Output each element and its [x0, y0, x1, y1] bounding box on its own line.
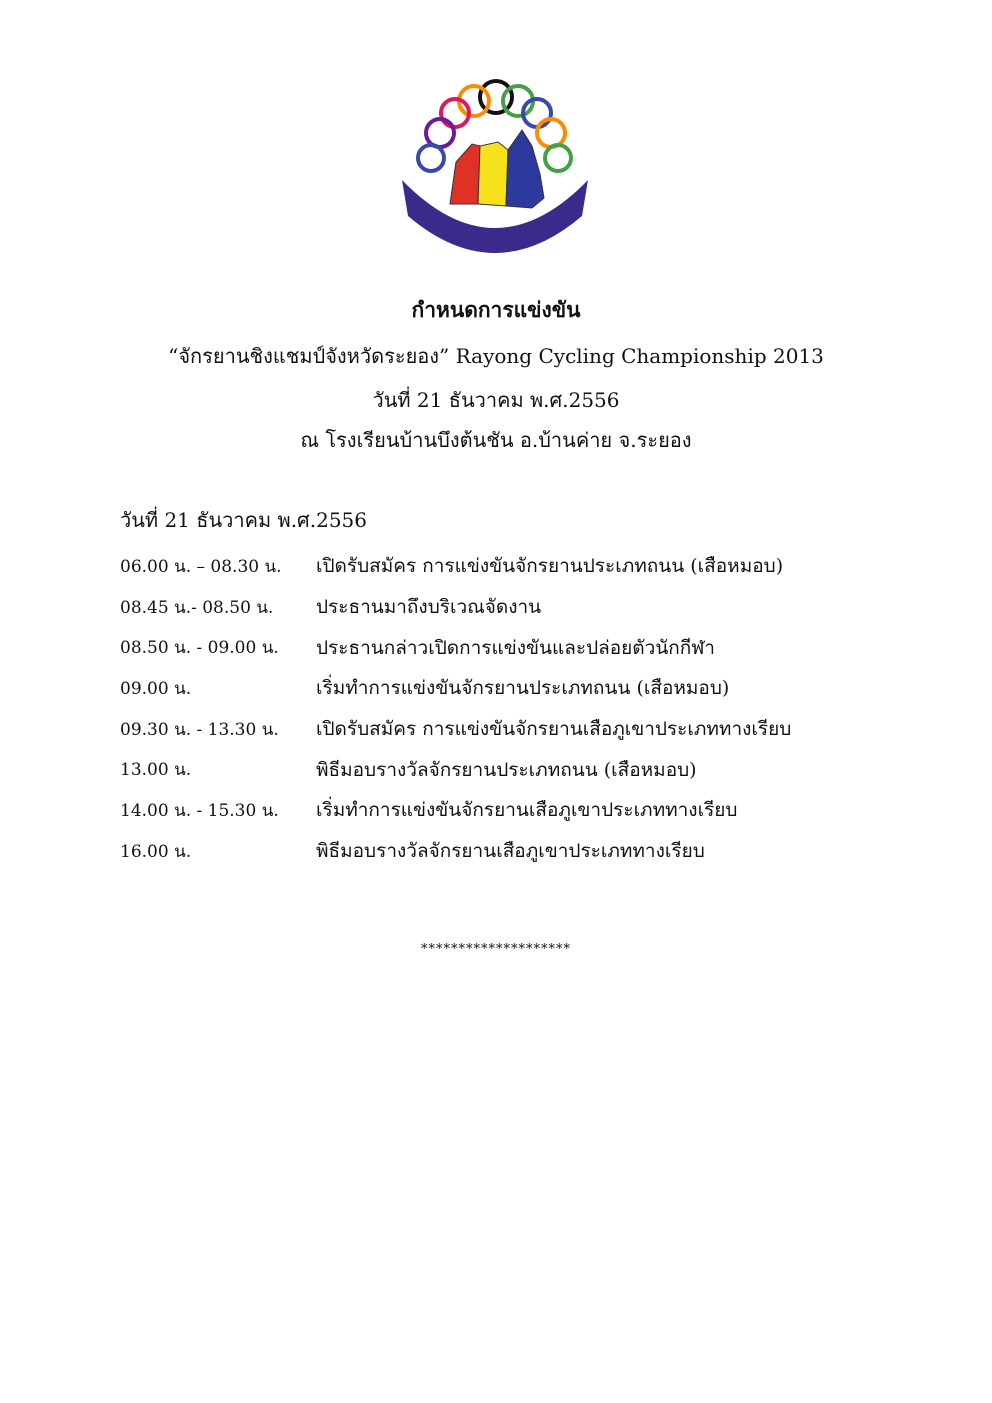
- schedule-event: เปิดรับสมัคร การแข่งขันจักรยานเสือภูเขาประเภททางเรียบ: [316, 718, 792, 741]
- schedule-day-label: วันที่ 21 ธันวาคม พ.ศ.2556: [120, 508, 368, 532]
- schedule-event: เริ่มทำการแข่งขันจักรยานเสือภูเขาประเภททางเรียบ: [316, 799, 738, 822]
- schedule-event: ประธานมาถึงบริเวณจัดงาน: [316, 596, 542, 619]
- schedule-row: [120, 587, 900, 628]
- event-date: วันที่ 21 ธันวาคม พ.ศ.2556: [372, 388, 620, 412]
- end-divider: ********************: [421, 942, 571, 957]
- schedule-event: เริ่มทำการแข่งขันจักรยานประเภทถนน (เสือหมอบ): [316, 677, 730, 700]
- schedule-row: [120, 831, 900, 872]
- schedule-row: [120, 668, 900, 709]
- schedule-time: 16.00 น.: [120, 841, 192, 862]
- schedule-time: 13.00 น.: [120, 760, 192, 781]
- event-subtitle: “จักรยานชิงแชมป์จังหวัดระยอง” Rayong Cycling Championship 2013: [168, 344, 824, 368]
- logo-ring: [545, 145, 571, 171]
- schedule-row: [120, 546, 900, 587]
- schedule-event: เปิดรับสมัคร การแข่งขันจักรยานประเภทถนน (เสือหมอบ): [316, 555, 784, 578]
- logo-ring: [426, 119, 454, 147]
- event-logo: [398, 76, 592, 260]
- schedule-row: [120, 749, 900, 790]
- schedule-time: 06.00 น. – 08.30 น.: [120, 556, 282, 577]
- schedule-time: 14.00 น. - 15.30 น.: [120, 800, 279, 821]
- schedule-time: 09.30 น. - 13.30 น.: [120, 719, 279, 740]
- logo-ring: [418, 145, 444, 171]
- logo-banner-text: มหกรรมกีฬาจังหวัดระยอง: [417, 181, 573, 232]
- event-venue: ณ โรงเรียนบ้านบึงต้นชัน อ.บ้านค่าย จ.ระยอง: [300, 428, 692, 452]
- schedule-row: [120, 709, 900, 750]
- schedule-event: พิธีมอบรางวัลจักรยานเสือภูเขาประเภททางเรียบ: [316, 840, 705, 863]
- schedule-time: 08.45 น.- 08.50 น.: [120, 597, 274, 618]
- schedule-event: ประธานกล่าวเปิดการแข่งขันและปล่อยตัวนักกีฬา: [316, 636, 715, 659]
- schedule-time: 08.50 น. - 09.00 น.: [120, 638, 279, 659]
- schedule-list: [120, 546, 900, 872]
- logo-ring: [480, 81, 512, 113]
- logo-province-map: [450, 130, 544, 208]
- schedule-row: [120, 627, 900, 668]
- event-logo-emblem: [398, 76, 592, 260]
- logo-ring: [537, 119, 565, 147]
- schedule-row: [120, 790, 900, 831]
- page-title: กำหนดการแข่งขัน: [411, 297, 581, 322]
- schedule-event: พิธีมอบรางวัลจักรยานประเภทถนน (เสือหมอบ): [316, 758, 697, 781]
- schedule-time: 09.00 น.: [120, 678, 192, 699]
